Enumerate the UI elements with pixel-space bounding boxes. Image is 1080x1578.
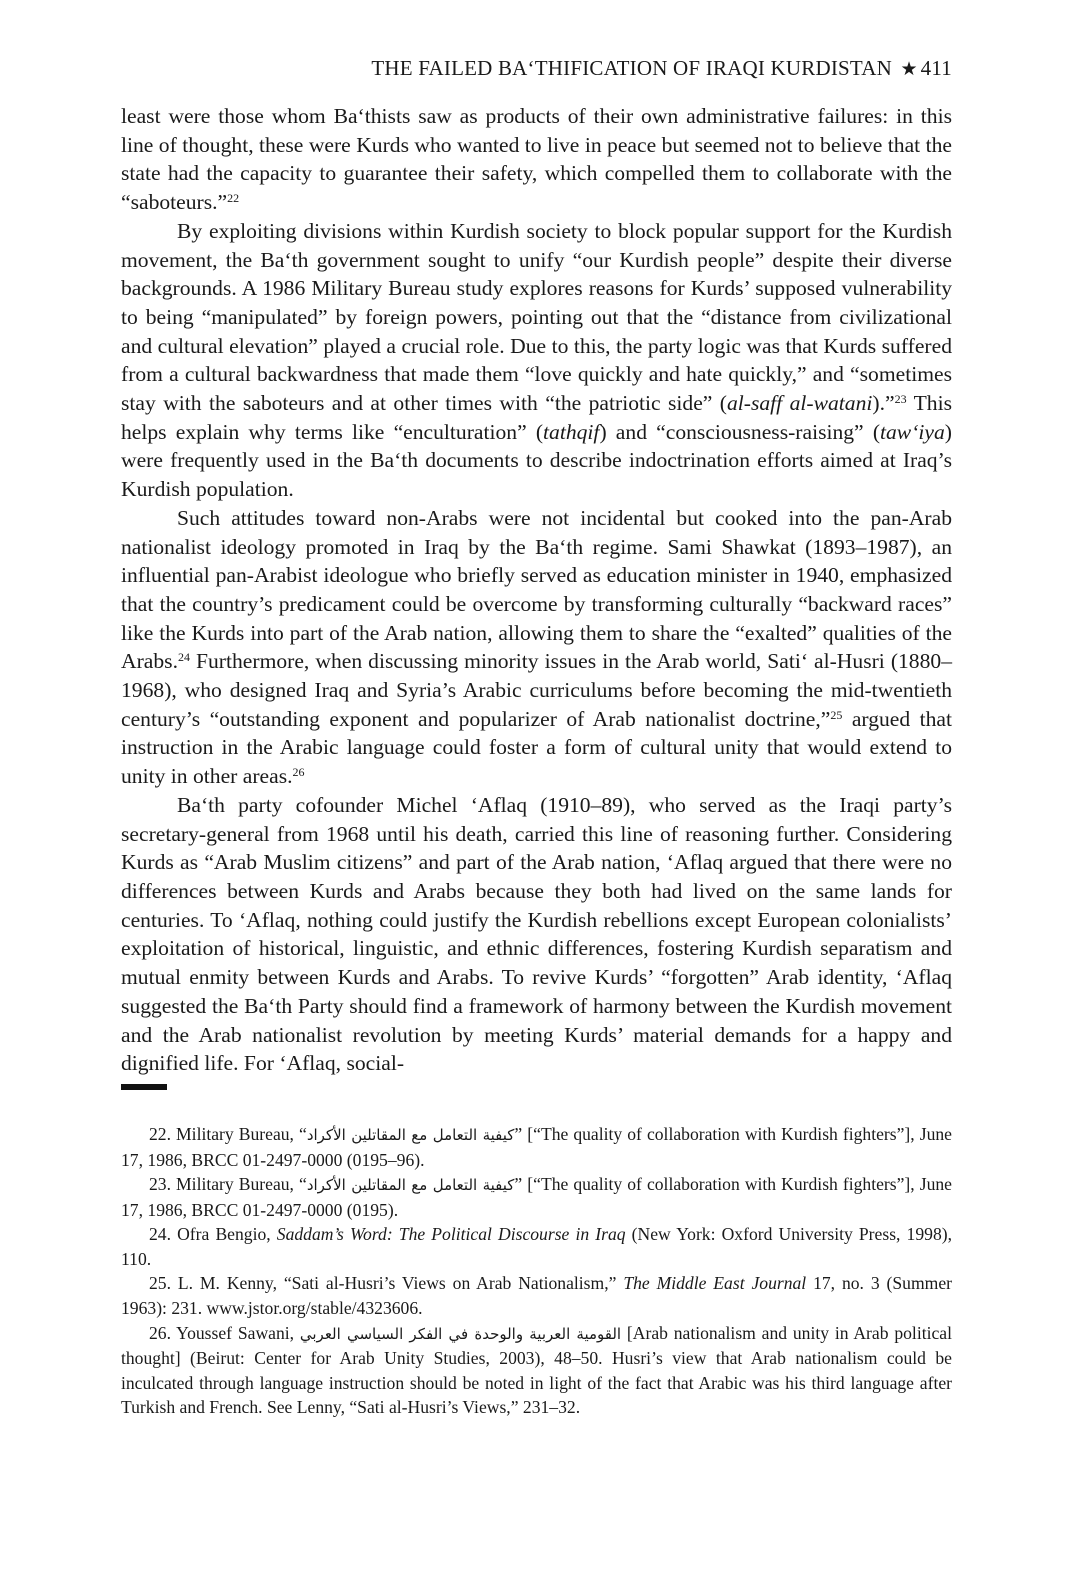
italic-term: al-saff al-watani: [726, 391, 873, 416]
arabic-title: كيفية التعامل مع المقاتلين الأكراد: [306, 1176, 515, 1195]
paragraph-text: ) were frequently used in the Ba‘th documents to describe indoctrination efforts aimed at Iraq’s Kurdish population.: [121, 419, 952, 502]
body-text: [121, 102, 952, 1078]
paragraph-4: [121, 791, 952, 1078]
italic-term: tathqif: [543, 419, 600, 444]
paragraph-3: [121, 504, 952, 791]
footnote-24: [121, 1222, 952, 1271]
italic-term: taw‘iya: [880, 419, 945, 444]
footnote-text: 22. Military Bureau, “: [149, 1123, 307, 1144]
footnote-25: [121, 1271, 952, 1320]
paragraph-text: This helps explain why terms like “enculturation” (: [121, 391, 952, 444]
footnote-text: 17, no. 3 (Summer 1963): 231. www.jstor.org/stable/4323606.: [121, 1273, 952, 1319]
footnote-text: 23. Military Bureau, “: [149, 1174, 307, 1195]
footnote-ref-24[interactable]: 24: [177, 650, 190, 665]
book-title: Saddam’s Word: The Political Discourse in Iraq: [276, 1224, 626, 1245]
journal-title: The Middle East Journal: [623, 1273, 807, 1294]
paragraph-text: Furthermore, when discussing minority issues in the Arab world, Sati‘ al-Husri (1880–1968), who designed Iraq and Syria’s Arabic curriculums before becoming the mid-twentieth century’s “outstanding exponent and popularizer of Arab nationalist doctrine,”: [121, 649, 952, 731]
paragraph-text: ).”: [872, 391, 895, 416]
arabic-title: كيفية التعامل مع المقاتلين الأكراد: [306, 1125, 515, 1144]
footnote-ref-22[interactable]: 22: [227, 191, 240, 206]
footnote-ref-26[interactable]: 26: [292, 765, 305, 780]
footnote-divider: [121, 1084, 167, 1090]
star-icon: ★: [900, 59, 918, 80]
footnote-23: [121, 1172, 952, 1222]
running-head: [121, 52, 952, 84]
arabic-title: القومية العربية والوحدة في الفكر السياسي العربي: [299, 1324, 622, 1343]
footnote-text: ” [“The quality of collaboration with Kurdish fighters”], June 17, 1986, BRCC 01-2497-0000 (0195–96).: [121, 1123, 952, 1170]
footnote-text: 25. L. M. Kenny, “Sati al-Husri’s Views on Arab Nationalism,”: [149, 1273, 624, 1294]
footnote-ref-23[interactable]: 23: [894, 392, 907, 407]
book-page: [121, 52, 952, 1420]
paragraph-text: Such attitudes toward non-Arabs were not incidental but cooked into the pan-Arab nationalist ideology promoted in Iraq by the Ba‘th regime. Sami Shawkat (1893–1987), an influential pan-Arabist ideologue who briefly served as education minister in 1940, emphasized that the country’s predicament could be overcome by transforming culturally “backward races” like the Kurds into part of the Arab nation, allowing them to share the “exalted” qualities of the Arabs.: [121, 505, 952, 674]
paragraph-2: [121, 217, 952, 504]
footnote-text: [Arab nationalism and unity in Arab political thought] (Beirut: Center for Arab Unity Studies, 2003), 48–50. Husri’s view that Arab nationalism could be inculcated through language instruction should be noted in light of the fact that Arabic was his third language after Turkish and French. See Lenny, “Sati al-Husri’s Views,” 231–32.: [121, 1322, 952, 1418]
paragraph-text: ) and “consciousness-raising” (: [599, 419, 881, 444]
running-title: THE FAILED BA‘THIFICATION OF IRAQI KURDISTAN: [371, 56, 892, 80]
footnote-26: [121, 1321, 952, 1420]
footnote-22: [121, 1122, 952, 1172]
paragraph-1: [121, 102, 952, 217]
paragraph-text: By exploiting divisions within Kurdish society to block popular support for the Kurdish movement, the Ba‘th government sought to unify “our Kurdish people” despite their diverse backgrounds. A 1986 Military Bureau study explores reasons for Kurds’ supposed vulnerability to being “manipulated” by foreign powers, pointing out that the “distance from civilizational and cultural elevation” played a crucial role. Due to this, the party logic was that Kurds suffered from a cultural backwardness that made them “love quickly and hate quickly,” and “sometimes stay with the saboteurs and at other times with “the patriotic side” (: [121, 218, 952, 416]
footnotes: [121, 1122, 952, 1420]
footnote-text: ” [“The quality of collaboration with Kurdish fighters”], June 17, 1986, BRCC 01-2497-0000 (0195).: [121, 1174, 952, 1220]
footnote-text: 26. Youssef Sawani,: [149, 1322, 300, 1343]
footnote-text: 24. Ofra Bengio,: [149, 1224, 277, 1245]
footnote-text: (New York: Oxford University Press, 1998), 110.: [121, 1224, 952, 1269]
paragraph-text: Ba‘th party cofounder Michel ‘Aflaq (1910–89), who served as the Iraqi party’s secretary-general from 1968 until his death, carried this line of reasoning further. Considering Kurds as “Arab Muslim citizens” and part of the Arab nation, ‘Aflaq argued that there were no differences between Kurds and Arabs because they both had lived on the same lands for centuries. To ‘Aflaq, nothing could justify the Kurdish rebellions except European colonialists’ exploitation of historical, linguistic, and ethnic differences, fostering Kurdish separatism and mutual enmity between Kurds and Arabs. To revive Kurds’ “forgotten” Arab identity, ‘Aflaq suggested the Ba‘th Party should find a framework of harmony between the Kurdish movement and the Arab nationalist revolution by meeting Kurds’ material demands for a happy and dignified life. For ‘Aflaq, social-: [121, 792, 952, 1076]
page-number: 411: [920, 56, 952, 80]
footnote-ref-25[interactable]: 25: [830, 707, 843, 722]
paragraph-text: least were those whom Ba‘thists saw as products of their own administrative failures: in this line of thought, these were Kurds who wanted to live in peace but seemed not to believe that the state had the capacity to guarantee their safety, which compelled them to collaborate with the “saboteurs.”: [121, 104, 952, 215]
paragraph-text: argued that instruction in the Arabic language could foster a form of cultural unity that would extend to unity in other areas.: [121, 706, 953, 789]
